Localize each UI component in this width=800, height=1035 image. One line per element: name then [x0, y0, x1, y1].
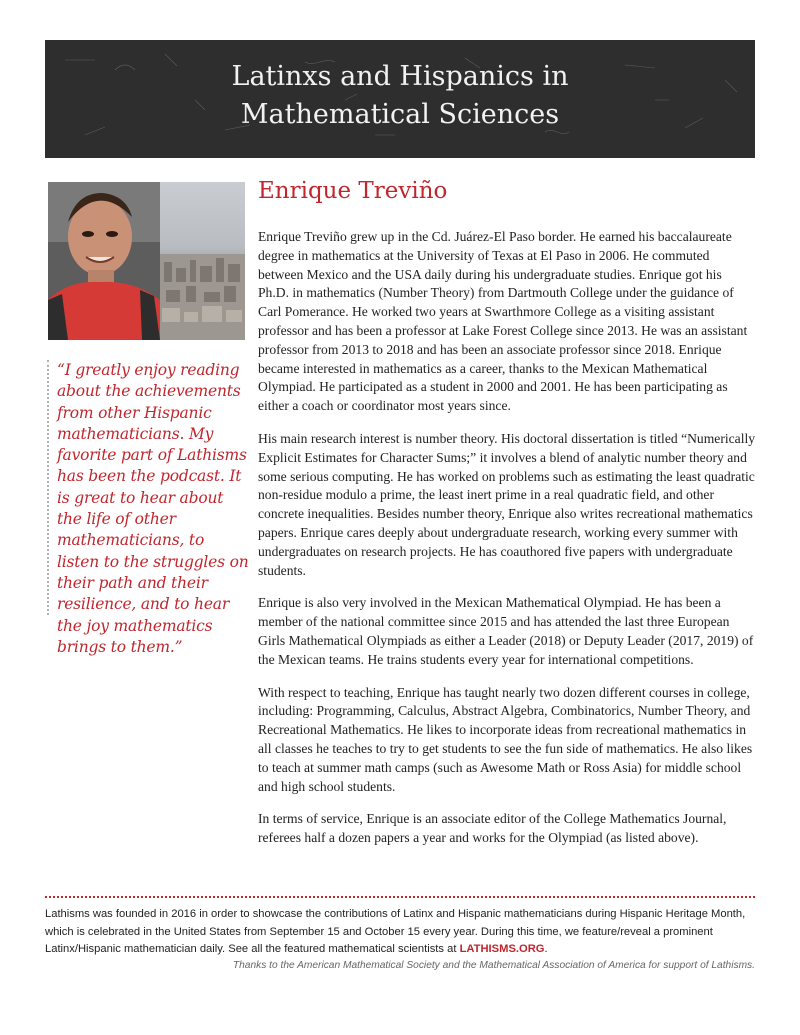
- portrait-illustration: [48, 182, 160, 340]
- footer-divider: [45, 896, 755, 898]
- pull-quote: [47, 360, 249, 656]
- cityscape-photo: [160, 182, 245, 340]
- banner-title: [45, 58, 755, 134]
- bio-paragraph-2: His main research interest is number theory. His doctoral dissertation is titled “Numerically Explicit Estimates for Character Sums;” it involves a blend of analytic number theory and some serious computing. He has worked on problems such as estimating the least quadratic non-residue modulo a prime, the least inert prime in a real quadratic field, and other concrete inequalities. Besides number theory, Enrique also writes recreational mathematics papers. Enrique cares deeply about undergraduate research, working every summer with undergraduates on research projects. He has coauthored five papers with undergraduate students.: [258, 430, 756, 578]
- footer-text: Lathisms was founded in 2016 in order to showcase the contributions of Latinx and Hispanic mathematicians during Hispanic Heritage Month, which is celebrated in the United States from September 15 and October 15 every year. During this time, we feature/reveal a prominent Latinx/Hispanic mathematician daily. See all the featured mathematical scientists at: [45, 908, 746, 955]
- profile-name: Enrique Treviño: [258, 178, 448, 204]
- bio-paragraph-4: With respect to teaching, Enrique has taught nearly two dozen different courses in college, including: Programming, Calculus, Abstract Algebra, Combinatorics, Number Theory, and Recreational Mathematics. He likes to incorporate ideas from recreational mathematics in all classes he teaches to try to get students to see the fun side of mathematics. He also likes to teach at summer math camps (such as Awesome Math or Ross Asia) for middle school and high school students.: [258, 684, 753, 794]
- bio-paragraph-5: In terms of service, Enrique is an associate editor of the College Mathematics Journal, referees half a dozen papers a year and works for the Olympiad (as listed above).: [258, 811, 727, 846]
- footer-note: [45, 906, 757, 959]
- biography: [258, 228, 756, 862]
- banner-title-line2: Mathematical Sciences: [240, 99, 560, 130]
- pull-quote-text: “I greatly enjoy reading about the achievements from other Hispanic mathematicians. My favorite part of Lathisms has been the podcast. It is great to hear about the life of other mathematicians, to listen to the struggles on their path and their resilience, and to hear the joy mathematics brings to them.”: [57, 361, 249, 656]
- portrait-photo: [48, 182, 160, 340]
- acknowledgment: Thanks to the American Mathematical Society and the Mathematical Association of America for support of Lathisms.: [232, 960, 755, 971]
- header-banner: [45, 40, 755, 158]
- banner-title-line1: Latinxs and Hispanics in: [231, 61, 569, 92]
- bio-paragraph-1: Enrique Treviño grew up in the Cd. Juárez-El Paso border. He earned his baccalaureate degree in mathematics at the University of Texas at El Paso in 2006. He commuted between Mexico and the USA daily during his undergraduate studies. Enrique got his Ph.D. in mathematics (Number Theory) from Dartmouth College under the guidance of Carl Pomerance. He worked two years at Swarthmore College as a visiting assistant professor and has been a professor at Lake Forest College since 2013. He was an assistant professor from 2013 to 2018 and has been an associate professor since 2018. Enrique became interested in mathematics as a career, thanks to the Mexican Mathematical Olympiad. He participated as a student in 2000 and 2001. He has been participating as either a coach or coordinator most years since.: [258, 229, 748, 414]
- bio-paragraph-3: Enrique is also very involved in the Mexican Mathematical Olympiad. He has been a member of the national committee since 2015 and has attended the last three European Girls Mathematical Olympiads as either a Leader (2018) or Deputy Leader (2017, 2019) of the Mexican teams. He trains students every year for international competitions.: [258, 595, 754, 667]
- cityscape-illustration: [160, 182, 245, 340]
- lathisms-link[interactable]: LATHISMS.ORG: [459, 943, 545, 955]
- footer-end: .: [544, 943, 548, 955]
